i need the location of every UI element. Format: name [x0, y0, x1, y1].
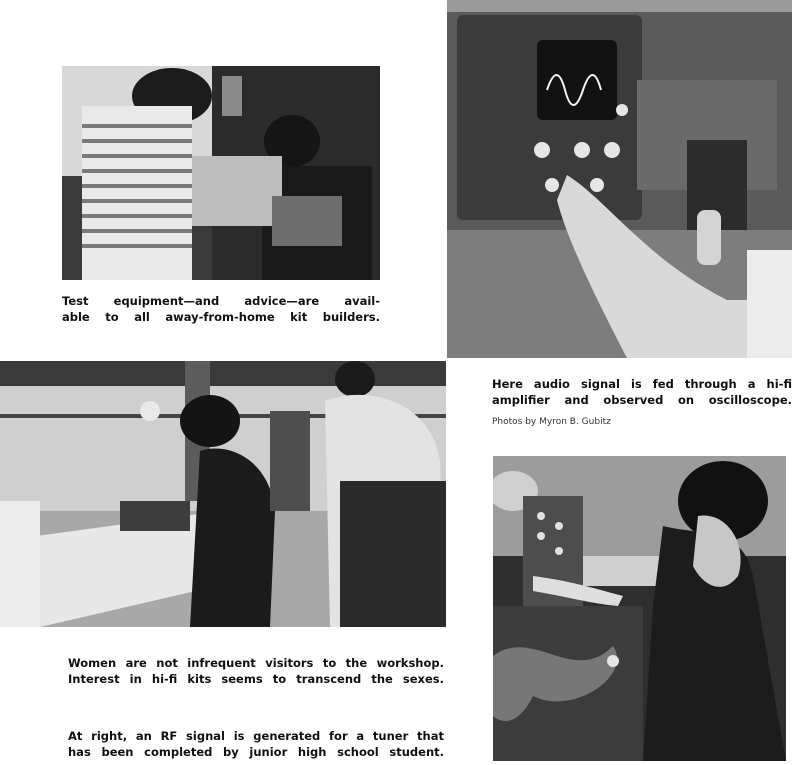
caption-line: able to all away-from-home kit builders.	[62, 310, 380, 324]
caption-line: amplifier and observed on oscilloscope.	[492, 393, 792, 407]
caption-test-equipment	[62, 293, 380, 325]
photo-rf-signal-image	[493, 456, 786, 761]
photo-women-visitors	[0, 361, 446, 627]
photo-oscilloscope	[447, 0, 792, 358]
photo-rf-signal	[493, 456, 786, 761]
caption-rf-signal	[68, 728, 444, 760]
photo-women-visitors-image	[0, 361, 446, 627]
caption-line: At right, an RF signal is generated for a tuner that	[68, 729, 444, 743]
caption-oscilloscope	[492, 376, 792, 408]
caption-line: has been completed by junior high school student.	[68, 745, 444, 759]
photo-test-equipment-image	[62, 66, 380, 280]
caption-line: Interest in hi-fi kits seems to transcend the sexes.	[68, 672, 444, 686]
caption-line: Here audio signal is fed through a hi-fi	[492, 377, 792, 391]
photo-oscilloscope-image	[447, 0, 792, 358]
photo-credit: Photos by Myron B. Gubitz	[492, 417, 611, 427]
photo-test-equipment	[62, 66, 380, 280]
caption-women	[68, 655, 444, 687]
caption-line: Test equipment—and advice—are avail-	[62, 294, 380, 308]
caption-line: Women are not infrequent visitors to the workshop.	[68, 656, 444, 670]
